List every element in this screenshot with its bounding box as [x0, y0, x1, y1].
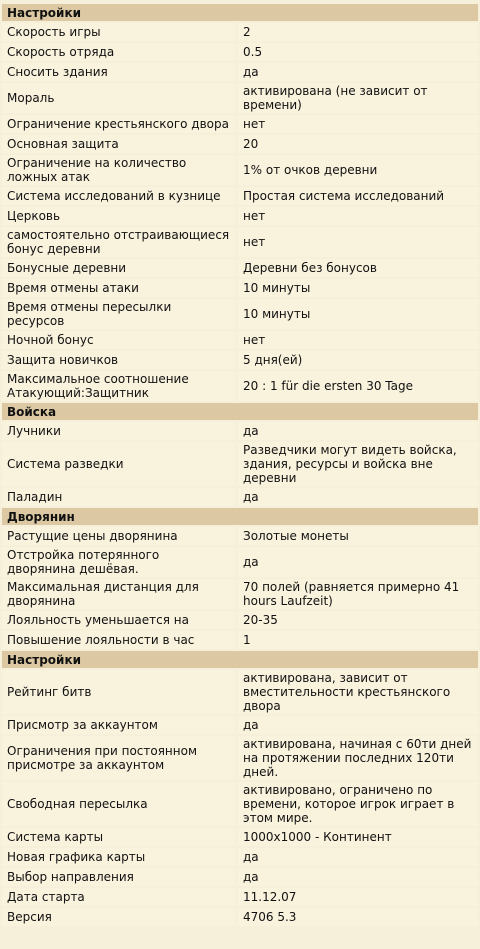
setting-value: нет	[235, 207, 478, 225]
setting-value: нет	[235, 331, 478, 349]
setting-label: Растущие цены дворянина	[2, 527, 235, 545]
setting-row	[2, 716, 478, 734]
setting-label: Сносить здания	[2, 63, 235, 81]
setting-value: Разведчики могут видеть войска, здания, ресурсы и войска вне деревни	[235, 442, 478, 486]
setting-label: Лояльность уменьшается на	[2, 611, 235, 629]
setting-value: нет	[235, 227, 478, 257]
setting-value: 20	[235, 135, 478, 153]
setting-row	[2, 279, 478, 297]
setting-row	[2, 782, 478, 826]
setting-value: 10 минуты	[235, 299, 478, 329]
setting-row	[2, 828, 478, 846]
setting-value: активирована (не зависит от времени)	[235, 83, 478, 113]
setting-label: Максимальная дистанция для дворянина	[2, 579, 235, 609]
setting-label: Ночной бонус	[2, 331, 235, 349]
section-title: Дворянин	[2, 508, 478, 525]
setting-label: Система исследований в кузнице	[2, 187, 235, 205]
setting-row	[2, 579, 478, 609]
setting-label: Церковь	[2, 207, 235, 225]
setting-value: активирована, зависит от вместительности крестьянского двора	[235, 670, 478, 714]
setting-row	[2, 43, 478, 61]
setting-value: да	[235, 868, 478, 886]
setting-row	[2, 736, 478, 780]
setting-value: 1000x1000 - Континент	[235, 828, 478, 846]
setting-label: Мораль	[2, 83, 235, 113]
setting-label: Выбор направления	[2, 868, 235, 886]
setting-label: Время отмены пересылки ресурсов	[2, 299, 235, 329]
setting-label: Защита новичков	[2, 351, 235, 369]
setting-value: 4706 5.3	[235, 908, 478, 926]
setting-value: активирована, начиная с 60ти дней на протяжении последних 120ти дней.	[235, 736, 478, 780]
section-title: Войска	[2, 403, 478, 420]
setting-row	[2, 351, 478, 369]
section-header	[2, 508, 478, 525]
setting-row	[2, 135, 478, 153]
section-header	[2, 4, 478, 21]
setting-label: самостоятельно отстраивающиеся бонус деревни	[2, 227, 235, 257]
setting-value: 2	[235, 23, 478, 41]
setting-value: да	[235, 547, 478, 577]
setting-row	[2, 187, 478, 205]
setting-row	[2, 23, 478, 41]
section-header	[2, 403, 478, 420]
setting-label: Скорость отряда	[2, 43, 235, 61]
setting-value: 1% от очков деревни	[235, 155, 478, 185]
setting-value: Деревни без бонусов	[235, 259, 478, 277]
setting-value: 10 минуты	[235, 279, 478, 297]
setting-label: Присмотр за аккаунтом	[2, 716, 235, 734]
setting-row	[2, 908, 478, 926]
setting-label: Бонусные деревни	[2, 259, 235, 277]
setting-row	[2, 331, 478, 349]
setting-row	[2, 299, 478, 329]
setting-row	[2, 259, 478, 277]
settings-table-body	[2, 4, 478, 926]
setting-value: 11.12.07	[235, 888, 478, 906]
setting-value: 0.5	[235, 43, 478, 61]
setting-value: 5 дня(ей)	[235, 351, 478, 369]
setting-label: Система карты	[2, 828, 235, 846]
setting-value: да	[235, 848, 478, 866]
setting-row	[2, 227, 478, 257]
setting-value: 70 полей (равняется примерно 41 hours Laufzeit)	[235, 579, 478, 609]
setting-label: Рейтинг битв	[2, 670, 235, 714]
setting-value: 20 : 1 für die ersten 30 Tage	[235, 371, 478, 401]
setting-value: 20-35	[235, 611, 478, 629]
setting-value: да	[235, 63, 478, 81]
setting-label: Новая графика карты	[2, 848, 235, 866]
setting-label: Ограничение крестьянского двора	[2, 115, 235, 133]
setting-value: Простая система исследований	[235, 187, 478, 205]
setting-label: Паладин	[2, 488, 235, 506]
setting-row	[2, 527, 478, 545]
setting-label: Основная защита	[2, 135, 235, 153]
setting-label: Лучники	[2, 422, 235, 440]
setting-row	[2, 115, 478, 133]
setting-value: да	[235, 422, 478, 440]
setting-row	[2, 83, 478, 113]
setting-row	[2, 547, 478, 577]
setting-label: Повышение лояльности в час	[2, 631, 235, 649]
setting-label: Дата старта	[2, 888, 235, 906]
setting-value: нет	[235, 115, 478, 133]
setting-row	[2, 207, 478, 225]
setting-label: Отстройка потерянного дворянина дешёвая.	[2, 547, 235, 577]
setting-label: Свободная пересылка	[2, 782, 235, 826]
setting-row	[2, 155, 478, 185]
setting-row	[2, 488, 478, 506]
setting-row	[2, 442, 478, 486]
setting-row	[2, 868, 478, 886]
setting-row	[2, 422, 478, 440]
setting-label: Система разведки	[2, 442, 235, 486]
setting-row	[2, 611, 478, 629]
setting-value: активировано, ограничено по времени, которое игрок играет в этом мире.	[235, 782, 478, 826]
section-title: Настройки	[2, 4, 478, 21]
setting-row	[2, 631, 478, 649]
setting-row	[2, 848, 478, 866]
setting-row	[2, 670, 478, 714]
world-settings-table	[2, 2, 478, 928]
setting-label: Максимальное соотношение Атакующий:Защитник	[2, 371, 235, 401]
setting-row	[2, 371, 478, 401]
setting-label: Версия	[2, 908, 235, 926]
section-title: Настройки	[2, 651, 478, 668]
setting-value: 1	[235, 631, 478, 649]
setting-label: Ограничения при постоянном присмотре за аккаунтом	[2, 736, 235, 780]
section-header	[2, 651, 478, 668]
setting-row	[2, 888, 478, 906]
setting-row	[2, 63, 478, 81]
setting-label: Время отмены атаки	[2, 279, 235, 297]
setting-label: Ограничение на количество ложных атак	[2, 155, 235, 185]
setting-value: да	[235, 488, 478, 506]
setting-value: Золотые монеты	[235, 527, 478, 545]
setting-label: Скорость игры	[2, 23, 235, 41]
setting-value: да	[235, 716, 478, 734]
